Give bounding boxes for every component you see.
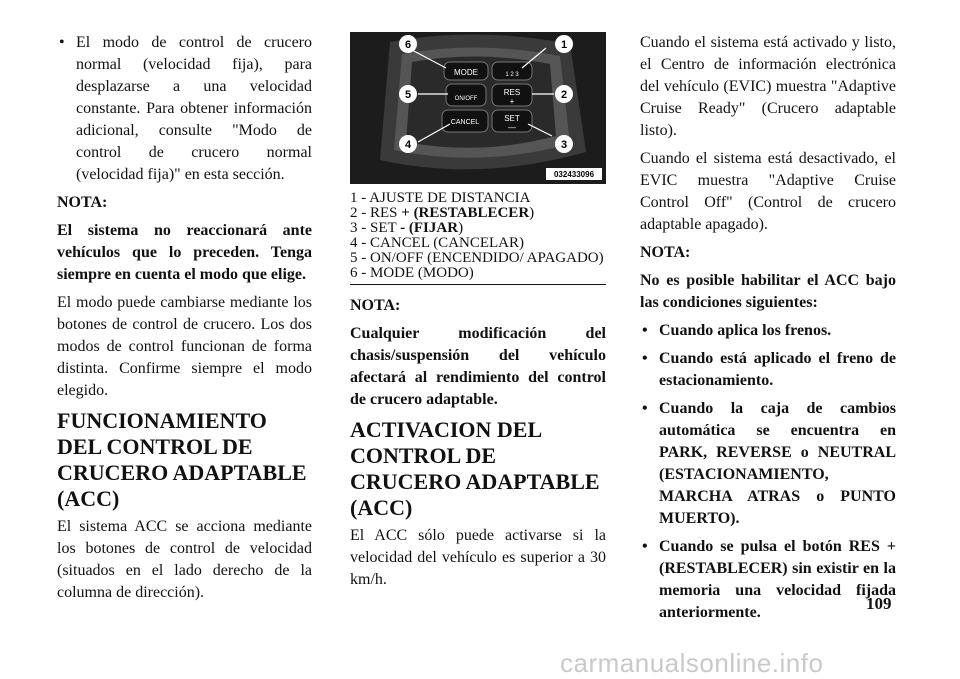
svg-text:5: 5 <box>404 89 412 101</box>
svg-text:1 2 3: 1 2 3 <box>505 72 519 78</box>
button-mode <box>444 62 488 80</box>
callout-3 <box>555 135 573 153</box>
callout-5 <box>399 85 417 103</box>
paragraph: Cuando el sistema está desactivado, el EVIC muestra "Adaptive Cruise Control Off" (Control de crucero adaptable apagado). <box>640 150 896 233</box>
condition-list <box>640 320 896 624</box>
caption-line: 4 - CANCEL (CANCELAR) <box>350 235 525 251</box>
list-item: • Cuando la caja de cambios automática se encuentra en PARK, REVERSE o NEUTRAL (ESTACIONAMIENTO, MARCHA ATRAS o PUNTO MUERTO). <box>640 398 896 530</box>
watermark: carmanualsonline.info <box>560 648 824 678</box>
svg-text:RES: RES <box>503 88 521 97</box>
note-label: NOTA: <box>57 194 108 211</box>
paragraph: Cuando el sistema está activado y listo, el Centro de información electrónica del vehículo (EVIC) muestra "Adaptive Cruise Ready" (Crucero adaptable listo). <box>640 34 896 139</box>
steering-wheel-controls-figure <box>350 32 606 184</box>
svg-text:1: 1 <box>560 39 568 51</box>
list-item: • Cuando está aplicado el freno de estacionamiento. <box>640 348 896 392</box>
svg-text:—: — <box>508 123 516 132</box>
callout-2 <box>555 85 573 103</box>
figure-caption <box>350 191 606 285</box>
note-label: NOTA: <box>640 244 691 261</box>
list-item: • Cuando se pulsa el botón RES + (RESTABLECER) sin existir en la memoria una velocidad fijada anteriormente. <box>640 536 896 624</box>
caption-line: 6 - MODE (MODO) <box>350 265 474 281</box>
button-cancel <box>442 110 488 132</box>
note-label: NOTA: <box>350 297 401 314</box>
callout-1 <box>555 35 573 53</box>
callout-4 <box>399 135 417 153</box>
note-text: Cualquier modificación del chasis/suspensión del vehículo afectará al rendimiento del control de crucero adaptable. <box>350 325 606 408</box>
figure-code: 032433096 <box>553 170 595 179</box>
steering-controls-illustration <box>350 32 606 184</box>
paragraph: El sistema ACC se acciona mediante los botones de control de velocidad (situados en el lado derecho de la columna de dirección). <box>57 518 312 601</box>
button-set <box>492 110 532 132</box>
callout-6 <box>399 35 417 53</box>
caption-line: 3 - SET - (FIJAR) <box>350 220 464 236</box>
paragraph: El modo puede cambiarse mediante los botones de control de crucero. Los dos modos de control funcionan de forma distinta. Confirme siempre el modo elegido. <box>57 294 312 399</box>
button-onoff <box>446 84 486 106</box>
list-item: • El modo de control de crucero normal (velocidad fija), para desplazarse a una velocidad constante. Para obtener información adicional, consulte "Modo de control de crucero normal (velocidad fija)" en esta sección. <box>57 32 312 186</box>
caption-line: 5 - ON/OFF (ENCENDIDO/ APAGADO) <box>350 250 604 266</box>
caption-line: 1 - AJUSTE DE DISTANCIA <box>350 190 531 206</box>
svg-text:3: 3 <box>560 139 568 151</box>
svg-text:+: + <box>509 97 515 106</box>
section-heading: FUNCIONAMIENTO DEL CONTROL DE CRUCERO ADAPTABLE (ACC) <box>57 408 307 511</box>
svg-text:6: 6 <box>404 39 412 51</box>
svg-text:CANCEL: CANCEL <box>450 119 480 126</box>
section-heading: ACTIVACION DEL CONTROL DE CRUCERO ADAPTABLE (ACC) <box>350 417 600 520</box>
svg-text:ON/OFF: ON/OFF <box>454 96 478 102</box>
note-text: No es posible habilitar el ACC bajo las condiciones siguientes: <box>640 272 896 311</box>
column-right <box>640 32 896 630</box>
column-left <box>57 32 312 610</box>
note-text: El sistema no reaccionará ante vehículos que lo preceden. Tenga siempre en cuenta el modo que elige. <box>57 222 312 283</box>
svg-text:4: 4 <box>404 139 412 151</box>
page-number: 109 <box>866 594 892 613</box>
svg-text:MODE: MODE <box>454 68 478 77</box>
paragraph: El ACC sólo puede activarse si la velocidad del vehículo es superior a 30 km/h. <box>350 527 606 588</box>
column-middle <box>350 32 606 597</box>
caption-line: 2 - RES + (RESTABLECER) <box>350 205 535 221</box>
svg-text:SET: SET <box>504 114 520 123</box>
svg-text:2: 2 <box>560 89 568 101</box>
list-item: • Cuando aplica los frenos. <box>640 320 896 342</box>
button-res <box>492 84 532 106</box>
bullet-list <box>57 32 312 186</box>
